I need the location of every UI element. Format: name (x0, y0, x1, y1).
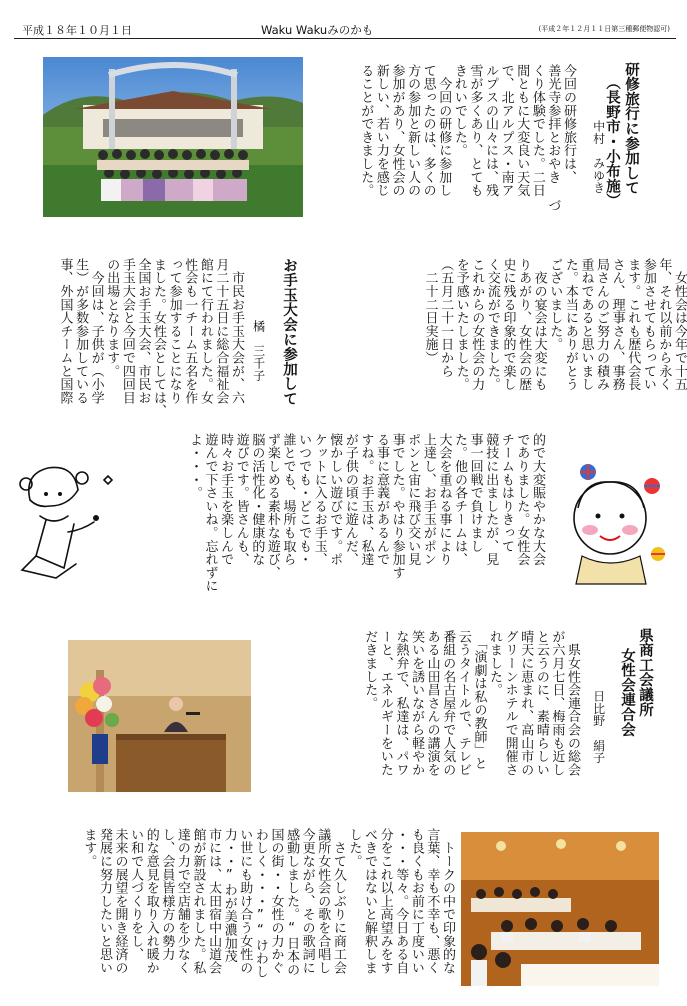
article1-author: 中村 みゆき (591, 120, 606, 194)
article3-body-top: 県女性会連合会の総会 が六月七日、梅雨も近し と云うのに、素晴らしい 晴天に恵まれ、高山市の グリーンホテルで開催さ れました。 「演劇は私の教師」と 云うタイトルで、テレビ 番組の名古屋弁で人気の ある山田昌さんの講演を 笑いを誘いながら軽やか な熱弁で、私達は、パワ ーと、エネルギーをいた だきました。 (362, 630, 580, 777)
article3-author: 日比野 絹子 (591, 690, 606, 764)
article2-body-top: 市民お手玉大会が、六 月二十五日に総合福祉会 館にて行われました。女 性会も一チーム五名を作 って参加することになり ました。女性会としては、 全国お手玉大会、市民お 手玉大会と今回で四回目 の出場となります。 今回は、子供が（小学 生）が多数参加している 事、外国人チームと国際 (57, 258, 244, 418)
meeting-photo (461, 832, 659, 986)
meeting-photo-image (461, 832, 659, 986)
article3-subtitle: 女性会連合会 (619, 648, 635, 737)
issue-date: 平成１８年１０月１日 (22, 24, 132, 37)
article1-subtitle: （長野市・小布施） (604, 75, 620, 209)
article3-title: 県商工会議所 (637, 628, 653, 717)
article2-title: お手玉大会に参加して (281, 258, 297, 406)
article1-body-top: 今回の研修旅行は、 善光寺参拝とおやき づ くり体験でした。二日 間ともに大変良い天気 で、北アルプス・南ア ルプスの山々には、残 雪が多くあり、とても きれいでした。 今回の研修に参加し て思ったのは、多くの 方の参加と新しい人の 参加があり、女性会の 新しい、若い力を感じ ることができました。 (358, 64, 576, 213)
speaker-photo-image (68, 640, 251, 792)
group-photo (43, 57, 303, 217)
article2-author: 橘 三千子 (251, 320, 266, 382)
otedama-kid-illustration (560, 460, 666, 590)
newsletter-header (14, 22, 674, 36)
article1-body-bottom: 女性会は今年で十五 年、それ以前から永く 参加させてもらってい ます。これも歴代会長 さん、理事さん、事務 局さんのご努力の積み 重ねであると思いまし た。本当にありがとう ございました。 夜の宴会は大変にも りあがり、女性会の歴 史に残る印象的で楽し く交流ができました。 これからの女性会の力 を予感いたしました。 （五月二十一日から 二十二日実施） (422, 258, 687, 391)
girl-juggling-icon (16, 460, 128, 584)
newsletter-title: Waku Wakuみのかも (261, 23, 374, 37)
otedama-girl-illustration (16, 460, 128, 584)
speaker-photo (68, 640, 251, 792)
group-photo-image (43, 57, 303, 217)
child-otedama-icon (560, 460, 666, 590)
article1-title: 研修旅行に参加して (623, 62, 639, 196)
postal-permit: (平成２年１２月１１日第三種郵便物認可) (538, 25, 670, 33)
header-divider (14, 38, 676, 39)
article2-body-bottom: 的で大変賑やかな大会 でありました。女性会 チームもはりきって 競技に出ましたが、見 事一回戦で負けまし た。他の各チームは、 大会を重ねる事により 上達し、お手玉がポン ポンと宙に飛び交い見 事でした。やはり参加す る事に意義があるんで すね。お手玉は、私達 が子供の頃に遊んだ、 懐かしい遊びです。ポ ケットに入るお手玉、 いつでも・どこでも・ 誰とでも、場所も取ら ず楽しめる素朴な遊び、 脳の活性化・健康的な 遊びです。皆さんも、 時々お手玉を楽しんで 遊んで下さいね。忘れずに よ・・・。 (186, 433, 545, 593)
article3-body-bottom: トークの中で印象的な 言葉、幸も不幸も、悪く も良くもお前に丁度いい ・・・等々。今日ある自 分をこれ以上高望みをす べきではないと解釈しま した。 さて久しぶりに商工会 議所女性会の歌を合唱し 今更ながら、その歌詞に 感動しました。“日本の 国の街・・女性の力かぐ わしく・・・”“けわし い世にも助け合う女性の 力・・”わが美濃加茂 市には、太田宿中山道会 館が新設されました。私 達の力で空店舗を少なく し、会員皆様方の勢力 的な意見を取り入れ暖か い和で人づくりをし、 未来の展望を開き経済の 発展に努力したいと思い ます。 (81, 828, 455, 979)
